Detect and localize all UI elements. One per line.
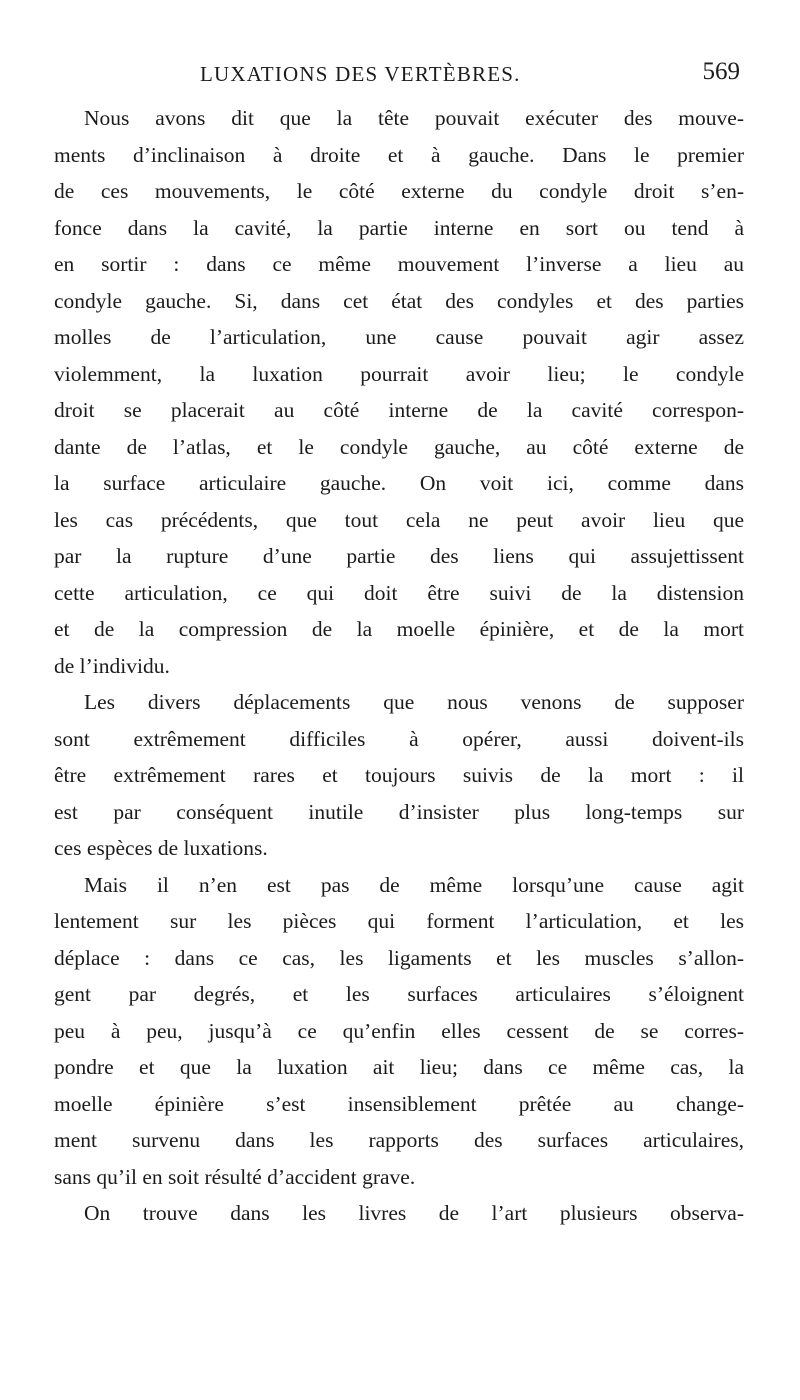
text-line: de ces mouvements, le côté externe du condyle droit s’en- (54, 179, 744, 203)
text-line: est par conséquent inutile d’insister plus long-temps sur (54, 799, 744, 824)
page-number: 569 (702, 58, 740, 85)
text-line: en sortir : dans ce même mouvement l’inverse a lieu au (54, 252, 744, 276)
text-line: Mais il n’en est pas de même lorsqu’une cause agit (84, 872, 744, 897)
text-line: gent par degrés, et les surfaces articulaires s’éloignent (54, 982, 744, 1006)
text-line: déplace : dans ce cas, les ligaments et les muscles s’allon- (54, 945, 744, 970)
text-line: Les divers déplacements que nous venons de supposer (84, 690, 744, 714)
running-title: LUXATIONS DES VERTÈBRES. (200, 62, 521, 86)
text-line: être extrêmement rares et toujours suivis de la mort : il (54, 763, 744, 787)
body-text (54, 100, 744, 1232)
text-line: de l’individu. (54, 653, 170, 678)
text-line: ment survenu dans les rapports des surfaces articulaires, (54, 1128, 744, 1152)
text-line: peu à peu, jusqu’à ce qu’enfin elles cessent de se corres- (54, 1018, 744, 1043)
text-line: violemment, la luxation pourrait avoir lieu; le condyle (54, 361, 744, 386)
text-line: condyle gauche. Si, dans cet état des condyles et des parties (54, 288, 744, 313)
text-line: la surface articulaire gauche. On voit ici, comme dans (54, 471, 744, 495)
text-line: droit se placerait au côté interne de la cavité correspon- (54, 398, 744, 422)
text-line: Nous avons dit que la tête pouvait exécuter des mouve- (84, 106, 744, 130)
text-line: ces espèces de luxations. (54, 836, 268, 860)
text-line: moelle épinière s’est insensiblement prêtée au change- (54, 1091, 744, 1116)
text-line: pondre et que la luxation ait lieu; dans ce même cas, la (54, 1055, 744, 1079)
text-line: dante de l’atlas, et le condyle gauche, au côté externe de (54, 434, 744, 459)
text-line: sans qu’il en soit résulté d’accident grave. (54, 1164, 416, 1189)
text-line: On trouve dans les livres de l’art plusieurs observa- (84, 1201, 744, 1225)
text-line: lentement sur les pièces qui forment l’articulation, et les (54, 909, 744, 933)
text-line: molles de l’articulation, une cause pouvait agir assez (54, 325, 744, 349)
text-line: cette articulation, ce qui doit être suivi de la distension (54, 580, 744, 605)
text-line: sont extrêmement difficiles à opérer, aussi doivent-ils (54, 726, 744, 751)
text-line: les cas précédents, que tout cela ne peut avoir lieu que (54, 507, 744, 532)
text-line: fonce dans la cavité, la partie interne en sort ou tend à (54, 215, 744, 240)
page-header (55, 56, 740, 96)
text-line: et de la compression de la moelle épinière, et de la mort (54, 617, 744, 641)
text-line: par la rupture d’une partie des liens qui assujettissent (54, 544, 744, 568)
text-line: ments d’inclinaison à droite et à gauche. Dans le premier (54, 142, 744, 167)
